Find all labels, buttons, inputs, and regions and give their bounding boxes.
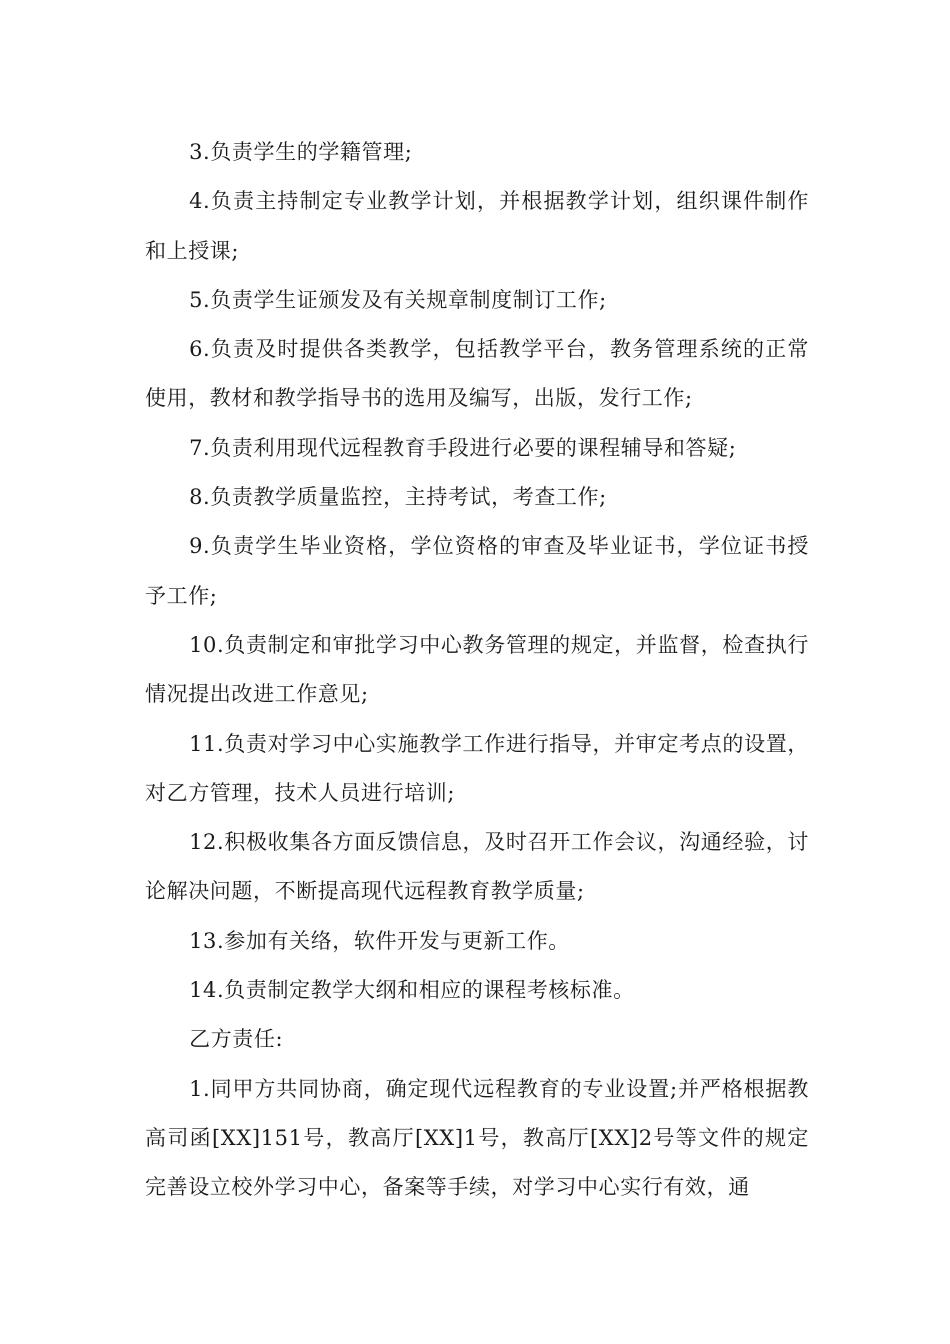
paragraph-party-b-item-1: 1.同甲方共同协商，确定现代远程教育的专业设置;并严格根据教高司函[XX]151号，教高厅[XX]1号，教高厅[XX]2号等文件的规定完善设立校外学习中心，备案等手续，对学习中心实行有效，通 [145,1076,809,1200]
paragraph-item-5: 5.负责学生证颁发及有关规章制度制订工作; [189,287,607,312]
paragraph-item-9: 9.负责学生毕业资格，学位资格的审查及毕业证书，学位证书授予工作; [145,534,809,608]
paragraph-item-14: 14.负责制定教学大纲和相应的课程考核标准。 [189,978,635,1003]
paragraph-item-7: 7.负责利用现代远程教育手段进行必要的课程辅导和答疑; [189,435,737,460]
document-body [145,128,809,1213]
paragraph-item-11: 11.负责对学习中心实施教学工作进行指导，并审定考点的设置，对乙方管理，技术人员进行培训; [145,731,809,805]
paragraph-item-6: 6.负责及时提供各类教学，包括教学平台，教务管理系统的正常使用，教材和教学指导书的选用及编写，出版，发行工作; [145,337,809,411]
paragraph-item-3: 3.负责学生的学籍管理; [189,140,413,164]
section-heading-party-b: 乙方责任: [189,1027,284,1052]
paragraph-item-10: 10.负责制定和审批学习中心教务管理的规定，并监督，检查执行情况提出改进工作意见; [145,632,809,707]
paragraph-item-12: 12.积极收集各方面反馈信息，及时召开工作会议，沟通经验，讨论解决问题，不断提高现代远程教育教学质量; [145,830,809,904]
paragraph-item-13: 13.参加有关络，软件开发与更新工作。 [189,928,570,953]
paragraph-item-4: 4.负责主持制定专业教学计划，并根据教学计划，组织课件制作和上授课; [145,189,809,263]
paragraph-item-8: 8.负责教学质量监控，主持考试，考查工作; [189,485,607,510]
